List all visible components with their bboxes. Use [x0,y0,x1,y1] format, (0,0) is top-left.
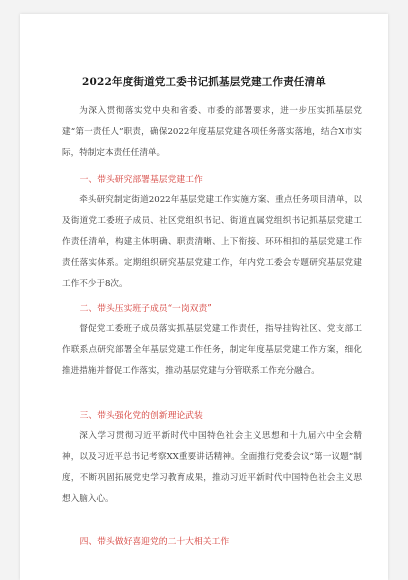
document-page [20,14,388,580]
intro-paragraph: 为深入贯彻落实党中央和省委、市委的部署要求，进一步压实抓基层党建“第一责任人”职责，确保2022年度基层党建各项任务落实落地，结合X市实际，特制定本责任任清单。 [62,106,362,158]
section-body-3: 深入学习贯彻习近平新时代中国特色社会主义思想和十九届六中全会精神，以及习近平总书记考察XX重要讲话精神。全面推行党委会议“第一议题”制度，不断巩固拓展党史学习教育成果，推动习近平新时代中国特色社会主义思想入脑入心。 [62,431,362,504]
section-body-1: 牵头研究制定街道2022年基层党建工作实施方案、重点任务项目清单，以及街道党工委班子成员、社区党组织书记、街道直属党组织书记抓基层党建工作责任清单，构建主体明确、职责清晰、上下衔接、环环相扣的基层党建工作责任落实体系。定期组织研究基层党建工作，年内党工委会专题研究基层党建工作不少于8次。 [62,195,362,289]
section-heading-2: 二、带头压实班子成员“一岗双责” [79,304,212,314]
section-body-2: 督促党工委班子成员落实抓基层党建工作责任，指导挂钩社区、党支部工作联系点研究部署全年基层党建工作任务，制定年度基层党建工作方案，细化推进措施并督促工作落实，推动基层党建与分管联系工作充分融合。 [62,324,362,376]
section-heading-4: 四、带头做好喜迎党的二十大相关工作 [79,537,230,547]
section-heading-1: 一、带头研究部署基层党建工作 [79,175,203,185]
document-title: 2022年度街道党工委书记抓基层党建工作责任清单 [81,76,327,88]
section-heading-3: 三、带头强化党的创新理论武装 [79,411,203,421]
